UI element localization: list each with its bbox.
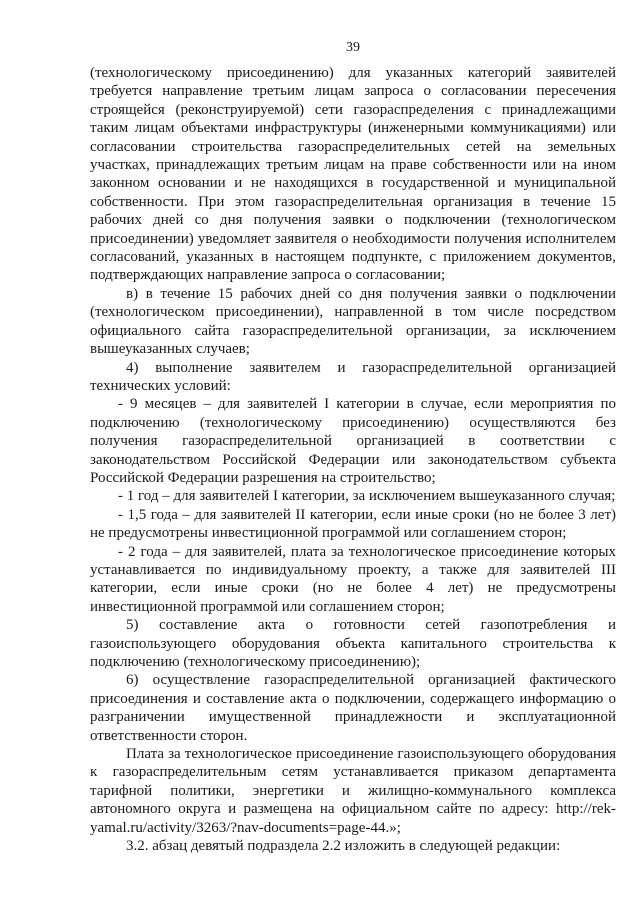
paragraph: в) в течение 15 рабочих дней со дня получения заявки о подключении (технологическом присоединении), направленной в том числе посредством официального сайта газораспределительной организации, за исключением вышеуказанных случаев; [90, 285, 616, 358]
paragraph: 5) составление акта о готовности сетей газопотребления и газоиспользующего оборудования объекта капитального строительства к подключению (технологическому присоединению); [90, 617, 616, 670]
list-item: - 1,5 года – для заявителей II категории, если иные сроки (но не более 3 лет) не предусмотрены инвестиционной программой или соглашением сторон; [90, 506, 616, 542]
document-page [90, 0, 616, 905]
paragraph: 6) осуществление газораспределительной организацией фактического присоединения и составление акта о подключении, содержащего информацию о разграничении имущественной принадлежности и эксплуатационной ответственности сторон. [90, 672, 616, 744]
page-number: 39 [346, 40, 360, 55]
list-item: - 9 месяцев – для заявителей I категории в случае, если мероприятия по подключению (технологическому присоединению) осуществляются без получения газораспределительной организацией в соответствии с законодательством Российской Федерации или законодательством субъекта Российской Федерации разрешения на строительство; [90, 396, 616, 486]
paragraph: 4) выполнение заявителем и газораспределительной организацией технических условий: [90, 359, 616, 394]
paragraph: Плата за технологическое присоединение газоиспользующего оборудования к газораспределительным сетям устанавливается приказом департамента тарифной политики, энергетики и жилищно-коммунального комплекса автономного округа и размещена на официальном сайте по адресу: http://rek-yamal.ru/activity/3263/?nav-documents=page-44.»; [90, 746, 616, 836]
list-item: - 2 года – для заявителей, плата за технологическое присоединение которых устанавливается по индивидуальному проекту, а также для заявителей III категории, если иные сроки (но не более 4 лет) не предусмотрены инвестиционной программой или соглашением сторон; [90, 543, 616, 615]
document-body [90, 64, 616, 855]
list-item: - 1 год – для заявителей I категории, за исключением вышеуказанного случая; [118, 488, 616, 505]
paragraph: (технологическому присоединению) для указанных категорий заявителей требуется направление третьим лицам запроса о согласовании пересечения строящейся (реконструируемой) сети газораспределения с принадлежащими таким лицам объектами инфраструктуры (инженерными коммуникациями) или согласовании строительства газораспределительных сетей на земельных участках, принадлежащих третьим лицам на праве собственности или на ином законном основании и не находящихся в государственной и муниципальной собственности. При этом газораспределительная организация в течение 15 рабочих дней со дня получения заявки о подключении (технологическом присоединении) уведомляет заявителя о необходимости получения исполнителем согласований, указанных в настоящем подпункте, с приложением документов, подтверждающих направление запроса о согласовании; [90, 65, 616, 284]
paragraph: 3.2. абзац девятый подраздела 2.2 изложить в следующей редакции: [126, 838, 561, 855]
